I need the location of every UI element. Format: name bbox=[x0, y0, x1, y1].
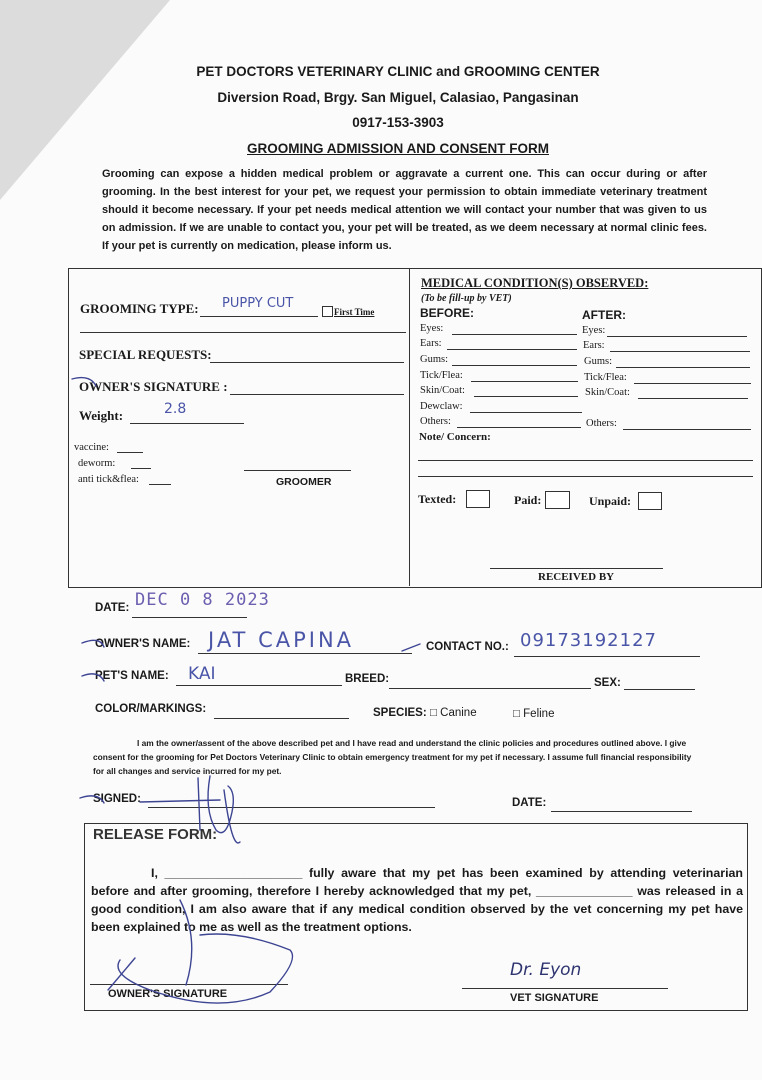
vet-signature-value: Dr. Eyon bbox=[510, 960, 582, 980]
unpaid-label: Unpaid: bbox=[589, 494, 632, 508]
clinic-address: Diversion Road, Brgy. San Miguel, Calasiao, Pangasinan bbox=[217, 90, 579, 105]
consent-paragraph: I am the owner/assent of the above described pet and I have read and understand the clinic policies and procedures outlined above. I give consent for the grooming for Pet Doctors Veterinary Clinic to obtain emergency treatment for my pet if necessary. I assume full financial responsibility for all changes and service incurred for my pet. bbox=[93, 738, 692, 776]
release-owner-signature-label: OWNER'S SIGNATURE bbox=[108, 988, 228, 1000]
species-feline[interactable]: □ Feline bbox=[513, 708, 555, 720]
owner-signature-scribble bbox=[140, 776, 240, 843]
contact-label: CONTACT NO.: bbox=[426, 641, 509, 653]
species-canine[interactable]: □ Canine bbox=[430, 707, 477, 719]
weight-label: Weight: bbox=[79, 408, 124, 423]
date-stamp[interactable]: DEC 0 8 2023 bbox=[135, 590, 270, 610]
after-skin-label: Skin/Coat: bbox=[585, 387, 630, 398]
signed-label: SIGNED: bbox=[93, 793, 141, 805]
color-label: COLOR/MARKINGS: bbox=[95, 703, 207, 715]
owner-name-label: OWNER'S NAME: bbox=[95, 638, 191, 650]
received-by-label: RECEIVED BY bbox=[538, 571, 615, 583]
owner-name-tick bbox=[82, 640, 104, 647]
species-canine-label: Canine bbox=[440, 707, 477, 719]
weight-value[interactable]: 2.8 bbox=[164, 401, 187, 417]
deworm-label: deworm: bbox=[78, 458, 116, 469]
pet-name-label: PET'S NAME: bbox=[95, 670, 169, 682]
after-label: AFTER: bbox=[582, 308, 626, 322]
contact-value[interactable]: 09173192127 bbox=[520, 630, 657, 651]
antitick-label: anti tick&flea: bbox=[78, 474, 139, 485]
before-tick-label: Tick/Flea: bbox=[420, 370, 463, 381]
grooming-type-value[interactable]: PUPPY CUT bbox=[222, 296, 294, 311]
species-label: SPECIES: bbox=[373, 707, 427, 719]
before-eyes-label: Eyes: bbox=[420, 323, 444, 334]
owner-name-value[interactable]: JAT CAPINA bbox=[208, 628, 355, 652]
note-label: Note/ Concern: bbox=[419, 431, 491, 443]
after-eyes-label: Eyes: bbox=[582, 325, 606, 336]
owner-signature-label: OWNER'S SIGNATURE : bbox=[79, 379, 228, 394]
before-label: BEFORE: bbox=[420, 306, 474, 320]
intro-paragraph: Grooming can expose a hidden medical problem or aggravate a current one. This can occur during or after grooming. In the best interest for your pet, we request your permission to obtain immediate veterinary treatment should it become necessary. If your pet needs medical attention we will contact your number that was given to us on admission. If we are unable to contact you, your pet will be treated, as we deem necessary at normal clinic fees. If your pet is currently on medication, please inform us. bbox=[102, 168, 707, 252]
medical-subtitle: (To be fill-up by VET) bbox=[421, 293, 512, 304]
owner-signature-tick bbox=[72, 378, 96, 386]
date2-label: DATE: bbox=[512, 797, 547, 809]
paid-label: Paid: bbox=[514, 493, 542, 507]
release-owner-signature-scribble bbox=[108, 900, 293, 1003]
form-title: GROOMING ADMISSION AND CONSENT FORM bbox=[247, 141, 549, 156]
sex-label: SEX: bbox=[594, 677, 621, 689]
special-requests-label: SPECIAL REQUESTS: bbox=[79, 347, 212, 362]
release-paragraph: I, ____________________ fully aware that my pet has been examined by attending veterinarian before and after grooming, therefore I hereby acknowledged that my pet, ______________ was released in a good condition, I am also aware that if any medical condition observed by the vet concerning my pet have been explained to me as well as the treatment options. bbox=[91, 866, 743, 934]
grooming-type-label: GROOMING TYPE: bbox=[80, 301, 199, 316]
after-tick-label: Tick/Flea: bbox=[584, 372, 627, 383]
pet-name-value[interactable]: KAI bbox=[188, 664, 216, 684]
vaccine-label: vaccine: bbox=[74, 442, 109, 453]
contact-tick bbox=[402, 644, 420, 651]
texted-label: Texted: bbox=[418, 492, 457, 506]
signed-tick bbox=[80, 796, 104, 803]
first-time-label: First Time bbox=[334, 307, 375, 317]
after-ears-label: Ears: bbox=[583, 340, 605, 351]
pet-name-tick bbox=[82, 674, 104, 681]
after-others-label: Others: bbox=[586, 418, 617, 429]
before-skin-label: Skin/Coat: bbox=[420, 385, 465, 396]
before-gums-label: Gums: bbox=[420, 354, 449, 365]
species-feline-label: Feline bbox=[523, 708, 555, 720]
medical-title: MEDICAL CONDITION(S) OBSERVED: bbox=[421, 276, 649, 290]
clinic-phone: 0917-153-3903 bbox=[352, 115, 444, 130]
clinic-name: PET DOCTORS VETERINARY CLINIC and GROOMING CENTER bbox=[196, 64, 600, 79]
before-ears-label: Ears: bbox=[420, 338, 442, 349]
release-title: RELEASE FORM: bbox=[93, 826, 218, 843]
vet-signature-label: VET SIGNATURE bbox=[510, 992, 599, 1004]
groomer-label: GROOMER bbox=[276, 476, 332, 488]
date-label: DATE: bbox=[95, 602, 130, 614]
after-gums-label: Gums: bbox=[584, 356, 613, 367]
breed-label: BREED: bbox=[345, 673, 390, 685]
before-others-label: Others: bbox=[420, 416, 451, 427]
before-dewclaw-label: Dewclaw: bbox=[420, 401, 463, 412]
